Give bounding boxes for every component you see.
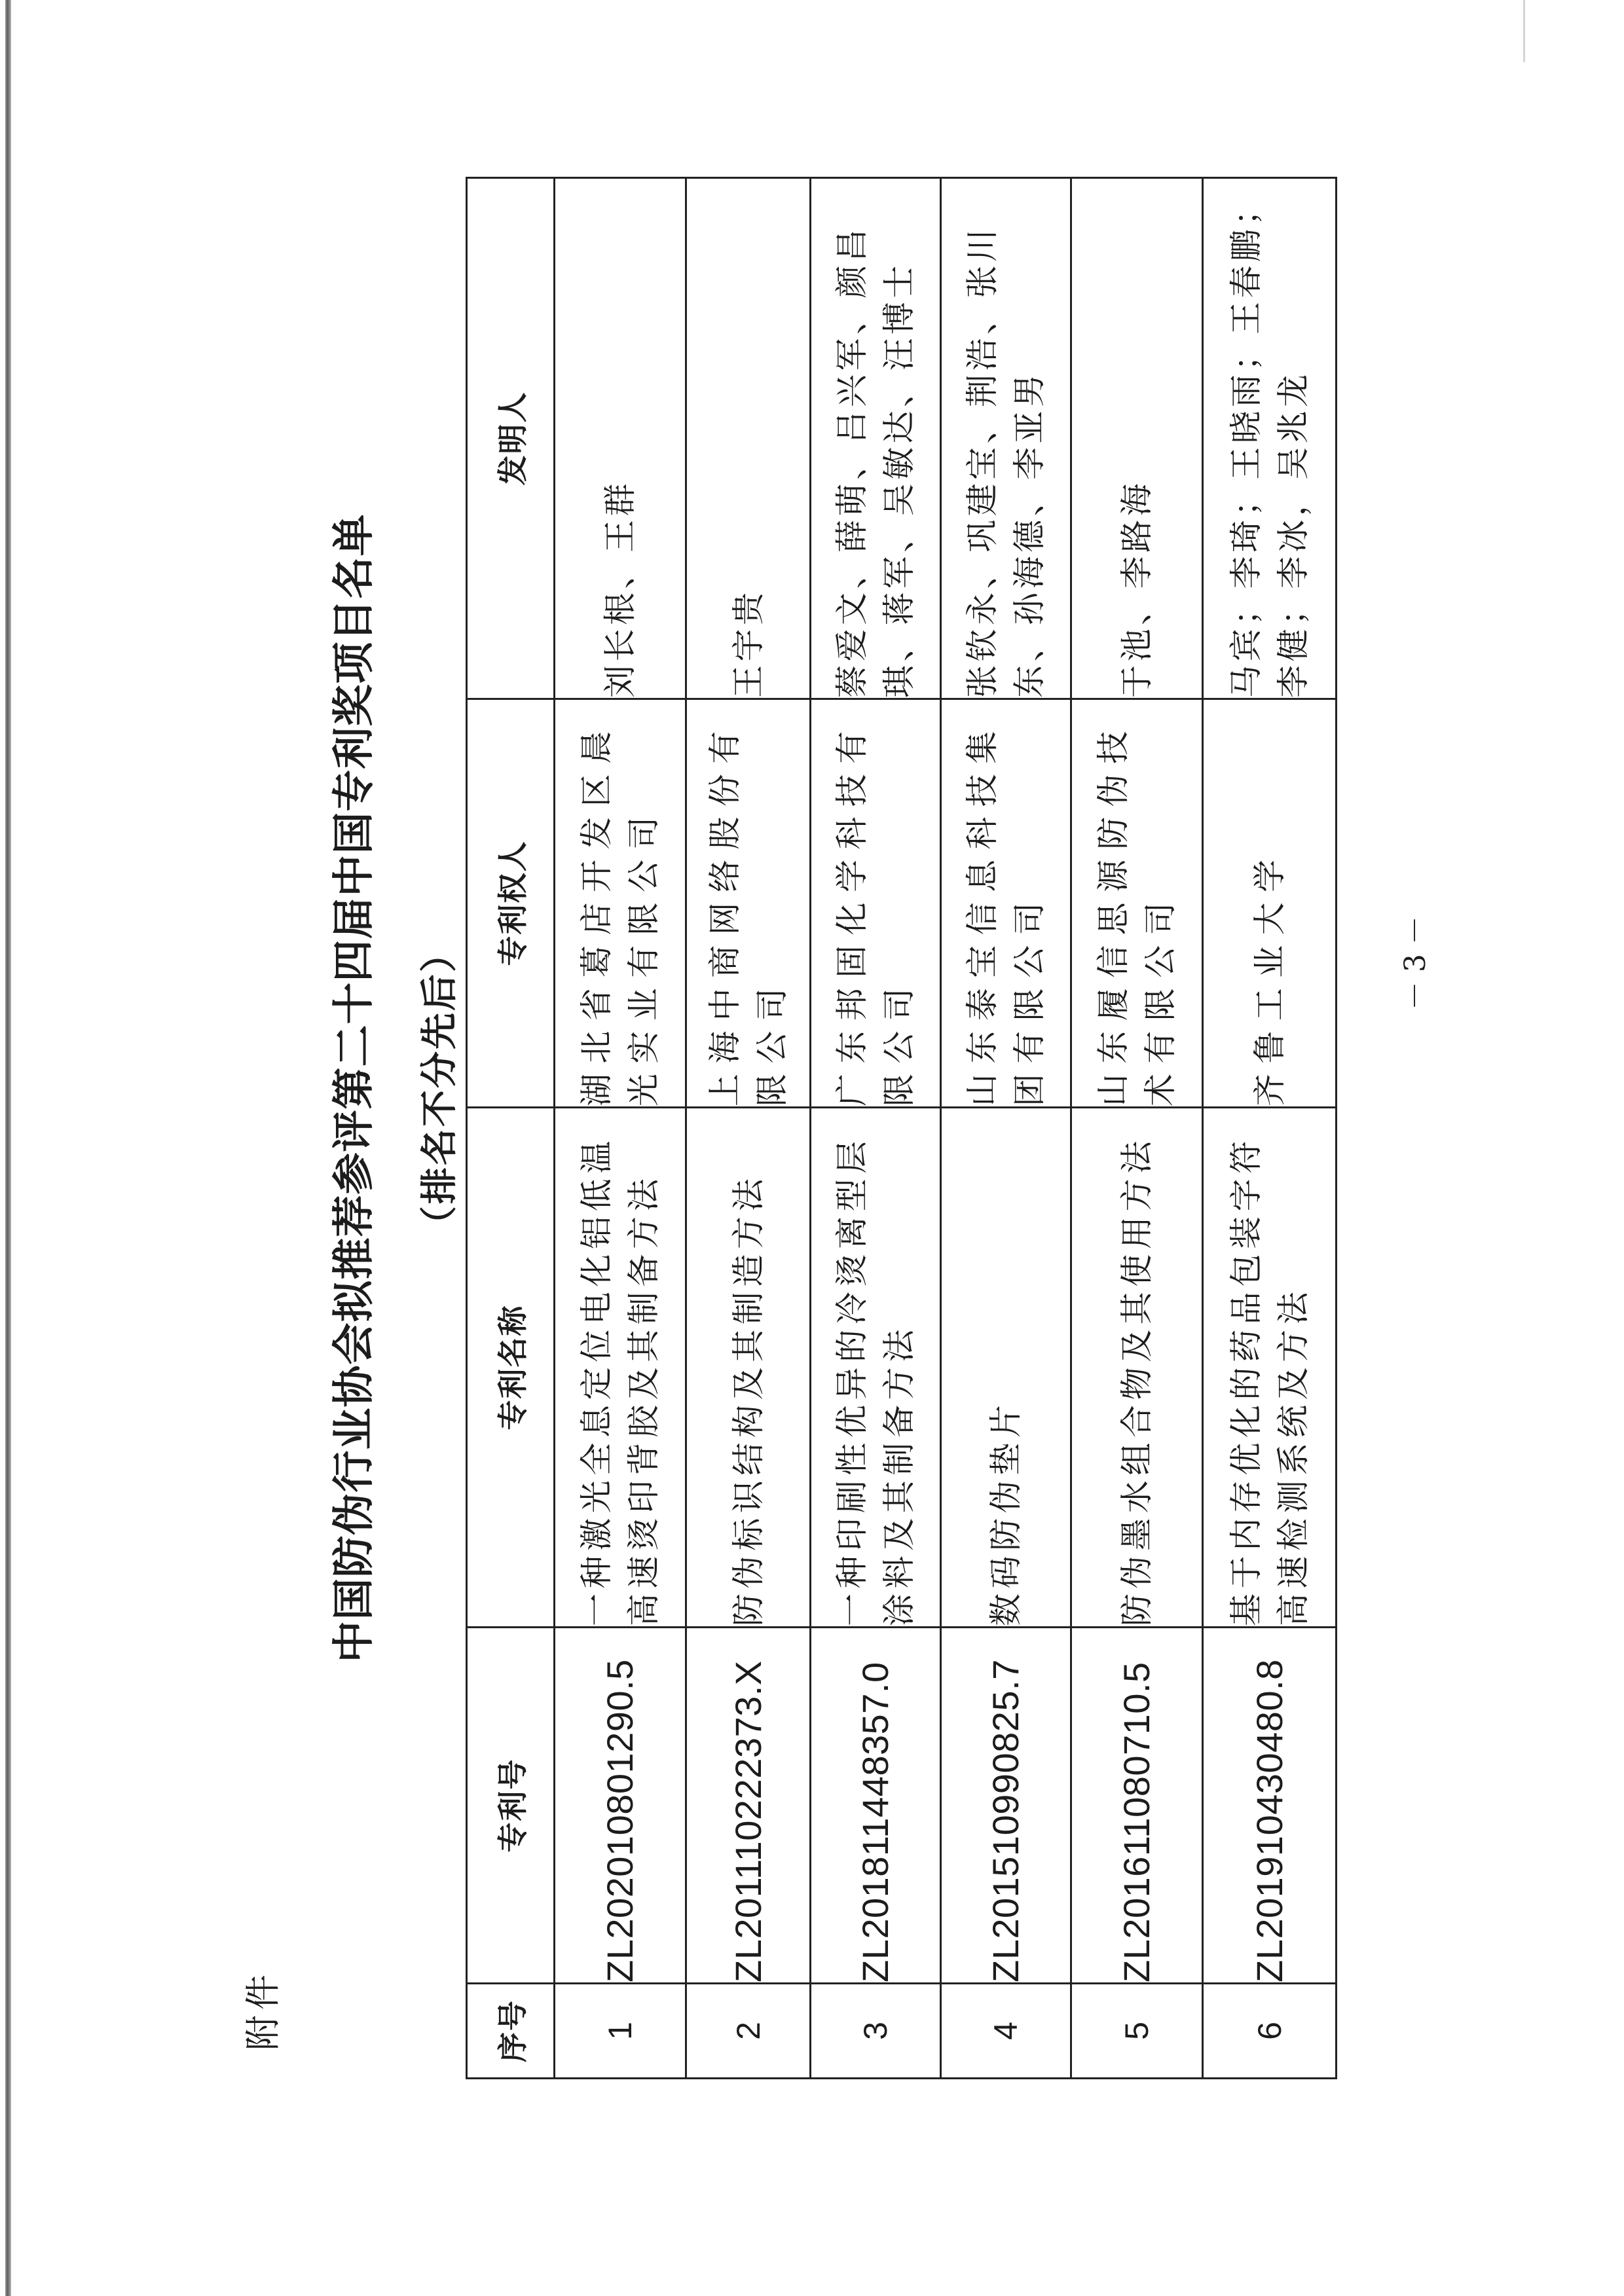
patent-name-cell [555,1108,686,1628]
inventors-text: 王宇贵 [729,589,767,698]
patent-name-text: 防伪墨水组合物及其使用方法 [1118,1136,1156,1626]
patent-holder-cell [686,699,811,1108]
patent-number-text: ZL201510990825.7 [985,1659,1026,1982]
header-patent-number: 专利号 [467,1628,555,1984]
patent-number-text: ZL202010801290.5 [599,1659,640,1982]
inventors-cell [1203,178,1337,699]
patent-holder-text: 山东履信思源防伪技 [1094,721,1132,1106]
patent-name-cell [1071,1108,1203,1628]
patent-name-text: 基于内存优化的药品包装字符 [1227,1136,1265,1626]
patent-holder-text: 山东泰宝信息科技集 [963,721,1001,1106]
patent-name-text: 防伪标识结构及其制造方法 [729,1173,767,1626]
table-body [555,178,1337,2079]
patent-name-text: 涂料及其制备方法 [880,1324,918,1626]
serial-no-cell [811,1984,941,2079]
patent-number-text: ZL201910430480.8 [1248,1659,1290,1982]
patent-number-cell [686,1628,811,1984]
patent-holder-text: 广东邦固化学科技有 [833,721,871,1106]
patent-name-cell [941,1108,1071,1628]
patent-number-cell [941,1628,1071,1984]
document-subtitle: （排名不分先后） [418,934,461,1243]
inventors-text: 琪、蒋军、吴敏达、汪博士 [880,262,918,698]
patent-name-text: 数码防伪垫片 [987,1400,1025,1626]
patent-holder-text: 齐鲁工业大学 [1250,849,1289,1106]
patent-holder-cell [811,699,941,1108]
inventors-text: 蔡爱文、薛萌、吕兴军、颜昌 [833,225,871,698]
serial-no-cell [1071,1984,1203,2079]
patent-holder-text: 光实业有限公司 [625,807,663,1106]
patent-name-text: 高速烫印背胶及其制备方法 [625,1173,663,1626]
serial-no-text: 6 [1251,2022,1288,2040]
table-row [686,178,811,2079]
table-header-row [467,178,555,2079]
patent-holder-text: 团有限公司 [1010,892,1048,1106]
table-row [1071,178,1203,2079]
patent-name-cell [1203,1108,1337,1628]
serial-no-cell [941,1984,1071,2079]
inventors-cell [1071,178,1203,699]
inventors-cell [941,178,1071,699]
serial-no-text: 4 [987,2022,1024,2040]
table-header [467,178,555,2079]
patent-holder-text: 术有限公司 [1141,892,1179,1106]
attachment-label: 附件 [242,1969,284,2050]
serial-no-cell [555,1984,686,2079]
patent-number-text: ZL201811448357.0 [855,1662,896,1982]
document-title: 中国防伪行业协会拟推荐参评第二十四届中国专利奖项目名单 [329,513,378,1663]
header-inventors: 发明人 [467,178,555,699]
serial-no-text: 5 [1118,2022,1155,2040]
patent-number-cell [811,1628,941,1984]
patent-holder-cell [555,699,686,1108]
inventors-text: 张钦永、巩建宝、荆浩、张川 [963,225,1001,698]
patent-number-cell [555,1628,686,1984]
serial-no-text: 1 [602,2022,638,2040]
patent-holder-text: 上海中商网络股份有 [705,721,744,1106]
inventors-cell [686,178,811,699]
inventors-text: 马宾；李琦；王晓雨；王春鹏； [1227,189,1265,698]
inventors-cell [811,178,941,699]
header-serial-no: 序号 [467,1984,555,2079]
patent-name-text: 高速检测系统及方法 [1274,1286,1312,1626]
inventors-text: 刘长根、王群 [601,480,639,698]
table-row [811,178,941,2079]
serial-no-text: 2 [729,2022,767,2040]
patent-name-cell [811,1108,941,1628]
table-row [941,178,1071,2079]
serial-no-cell [1203,1984,1337,2079]
patent-number-text: ZL201110222373.X [727,1660,769,1982]
patent-name-text: 一种印刷性优异的冷烫离型层 [833,1136,871,1626]
patent-holder-text: 限公司 [752,977,791,1106]
inventors-cell [555,178,686,699]
patent-name-text: 一种激光全息定位电化铝低温 [578,1136,616,1626]
inventors-text: 于池、李路海 [1118,480,1156,698]
table-row [1203,178,1337,2079]
patent-number-text: ZL201611080710.5 [1116,1662,1157,1982]
inventors-text: 李健；李冰，吴兆龙 [1274,371,1312,698]
patent-number-cell [1071,1628,1203,1984]
patent-holder-cell [1071,699,1203,1108]
patent-number-cell [1203,1628,1337,1984]
header-patent-holder: 专利权人 [467,699,555,1108]
patent-holder-cell [941,699,1071,1108]
header-patent-name: 专利名称 [467,1108,555,1628]
patent-holder-text: 湖北省葛店开发区晨 [578,721,616,1106]
table-row [555,178,686,2079]
inventors-text: 东、孙海德、李亚男 [1010,371,1048,698]
patent-name-cell [686,1108,811,1628]
patent-table [466,177,1337,2079]
patent-holder-cell [1203,699,1337,1108]
page-number: － 3 － [1399,916,1432,1010]
serial-no-cell [686,1984,811,2079]
patent-holder-text: 限公司 [880,977,918,1106]
serial-no-text: 3 [857,2022,894,2040]
